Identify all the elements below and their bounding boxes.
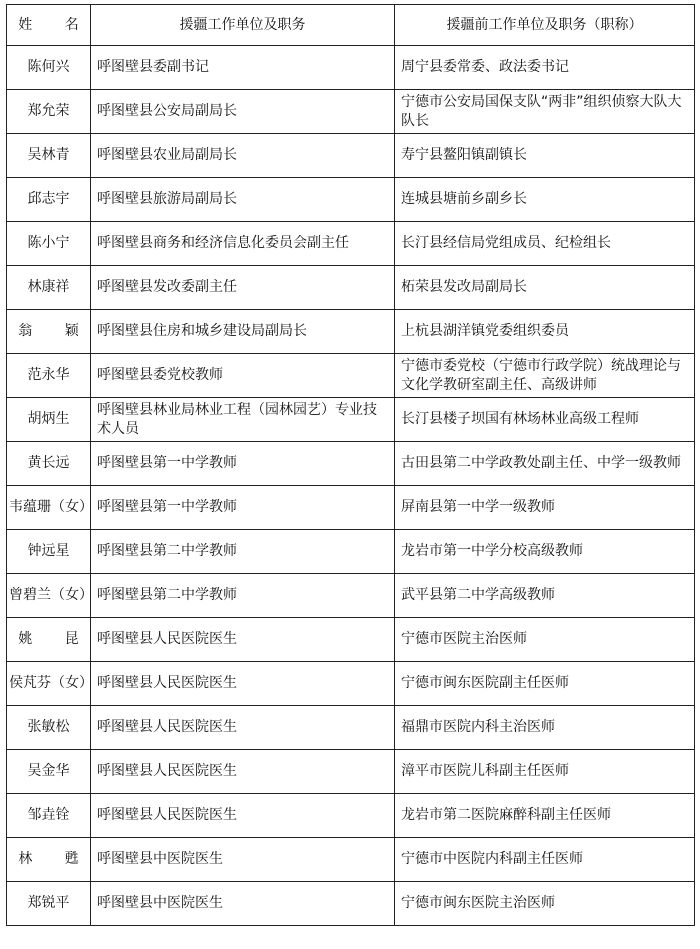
cell-previous: 屏南县第一中学一级教师 [395, 486, 695, 530]
table-row [7, 354, 695, 398]
cell-name [7, 838, 91, 882]
person-name: 侯芃芬（女） [9, 675, 93, 691]
cell-previous: 长汀县楼子坝国有林场林业高级工程师 [395, 398, 695, 442]
cell-previous: 柘荣县发改局副局长 [395, 266, 695, 310]
person-name: 郑允荣 [27, 103, 70, 119]
cell-previous: 上杭县湖洋镇党委组织委员 [395, 310, 695, 354]
header-unit: 援疆工作单位及职务 [91, 5, 395, 46]
table-row [7, 134, 695, 178]
cell-unit: 呼图壁县第二中学教师 [91, 530, 395, 574]
cell-unit: 呼图壁县人民医院医生 [91, 706, 395, 750]
table-row [7, 398, 695, 442]
person-name: 胡炳生 [27, 411, 70, 427]
table-row [7, 750, 695, 794]
cell-previous: 宁德市公安局国保支队“两非”组织侦察大队大队长 [395, 90, 695, 134]
cell-previous: 龙岩市第二医院麻醉科副主任医师 [395, 794, 695, 838]
cell-previous: 武平县第二中学高级教师 [395, 574, 695, 618]
table-row [7, 530, 695, 574]
cell-previous: 漳平市医院儿科副主任医师 [395, 750, 695, 794]
cell-name [7, 310, 91, 354]
cell-name [7, 706, 91, 750]
cell-previous: 宁德市委党校（宁德市行政学院）统战理论与文化学教研室副主任、高级讲师 [395, 354, 695, 398]
cell-unit: 呼图壁县人民医院医生 [91, 662, 395, 706]
cell-name [7, 662, 91, 706]
cell-name [7, 266, 91, 310]
cell-unit: 呼图壁县中医院医生 [91, 838, 395, 882]
table-row [7, 882, 695, 926]
table-header [7, 5, 695, 46]
cell-name [7, 794, 91, 838]
person-name: 陈小宁 [27, 235, 70, 251]
table-row [7, 266, 695, 310]
person-name: 吴林青 [27, 147, 70, 163]
cell-name [7, 574, 91, 618]
cell-previous: 古田县第二中学政教处副主任、中学一级教师 [395, 442, 695, 486]
cell-name [7, 398, 91, 442]
person-name: 张敏松 [27, 719, 70, 735]
cell-previous: 长汀县经信局党组成员、纪检组长 [395, 222, 695, 266]
cell-unit: 呼图壁县商务和经济信息化委员会副主任 [91, 222, 395, 266]
table-row [7, 442, 695, 486]
cell-unit: 呼图壁县人民医院医生 [91, 750, 395, 794]
cell-unit: 呼图壁县旅游局副局长 [91, 178, 395, 222]
cell-previous: 宁德市医院主治医师 [395, 618, 695, 662]
person-name: 钟远星 [27, 543, 70, 559]
table-row [7, 486, 695, 530]
table-row [7, 706, 695, 750]
cell-name [7, 486, 91, 530]
cell-unit: 呼图壁县第二中学教师 [91, 574, 395, 618]
cell-name [7, 134, 91, 178]
cell-name [7, 442, 91, 486]
table-row [7, 838, 695, 882]
table-row [7, 310, 695, 354]
person-name: 范永华 [27, 367, 70, 383]
table-row [7, 794, 695, 838]
table-row [7, 222, 695, 266]
person-name: 黄长远 [27, 455, 70, 471]
cell-name [7, 882, 91, 926]
cell-unit: 呼图壁县住房和城乡建设局副局长 [91, 310, 395, 354]
table-row [7, 90, 695, 134]
staff-table [6, 4, 695, 926]
person-name: 邹垚铨 [27, 807, 70, 823]
cell-previous: 宁德市闽东医院副主任医师 [395, 662, 695, 706]
person-name: 翁 颖 [18, 323, 93, 339]
person-name: 姚 昆 [18, 631, 93, 647]
cell-name [7, 222, 91, 266]
cell-unit: 呼图壁县农业局副局长 [91, 134, 395, 178]
header-name: 姓 名 [7, 5, 91, 46]
table-row [7, 178, 695, 222]
person-name: 邱志宇 [27, 191, 70, 207]
table-body [7, 46, 695, 926]
cell-name [7, 750, 91, 794]
cell-unit: 呼图壁县中医院医生 [91, 882, 395, 926]
cell-previous: 宁德市闽东医院主治医师 [395, 882, 695, 926]
cell-unit: 呼图壁县林业局林业工程（园林园艺）专业技术人员 [91, 398, 395, 442]
cell-previous: 龙岩市第一中学分校高级教师 [395, 530, 695, 574]
table-row [7, 46, 695, 90]
person-name: 吴金华 [27, 763, 70, 779]
person-name: 林 甦 [18, 851, 93, 867]
cell-name [7, 618, 91, 662]
cell-previous: 福鼎市医院内科主治医师 [395, 706, 695, 750]
cell-previous: 宁德市中医院内科副主任医师 [395, 838, 695, 882]
cell-name [7, 178, 91, 222]
cell-name [7, 90, 91, 134]
cell-unit: 呼图壁县第一中学教师 [91, 486, 395, 530]
cell-unit: 呼图壁县公安局副局长 [91, 90, 395, 134]
cell-unit: 呼图壁县委副书记 [91, 46, 395, 90]
cell-name [7, 530, 91, 574]
cell-unit: 呼图壁县委党校教师 [91, 354, 395, 398]
table-row [7, 618, 695, 662]
cell-name [7, 46, 91, 90]
header-previous: 援疆前工作单位及职务（职称） [395, 5, 695, 46]
cell-previous: 寿宁县鳌阳镇副镇长 [395, 134, 695, 178]
cell-name [7, 354, 91, 398]
cell-unit: 呼图壁县第一中学教师 [91, 442, 395, 486]
table-row [7, 662, 695, 706]
cell-previous: 连城县塘前乡副乡长 [395, 178, 695, 222]
cell-previous: 周宁县委常委、政法委书记 [395, 46, 695, 90]
person-name: 陈何兴 [27, 59, 70, 75]
cell-unit: 呼图壁县人民医院医生 [91, 794, 395, 838]
header-row [7, 5, 695, 46]
person-name: 韦蕴珊（女） [9, 499, 93, 515]
cell-unit: 呼图壁县人民医院医生 [91, 618, 395, 662]
table-row [7, 574, 695, 618]
person-name: 曾碧兰（女） [9, 587, 93, 603]
person-name: 林康祥 [27, 279, 70, 295]
cell-unit: 呼图壁县发改委副主任 [91, 266, 395, 310]
person-name: 郑锐平 [27, 895, 70, 911]
